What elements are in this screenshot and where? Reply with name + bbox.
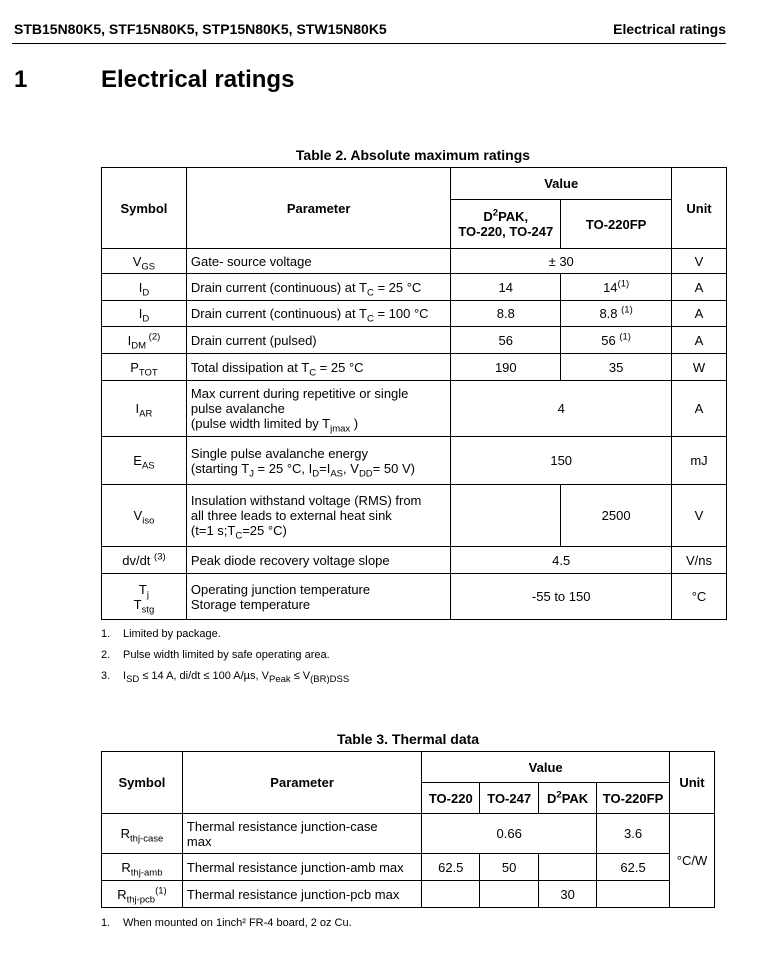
unit-cell: W (672, 354, 727, 381)
symbol-cell: dv/dt $^{(3)}$ (102, 547, 187, 574)
symbol-cell: $T_j$ $T_{stg}$ (102, 574, 187, 620)
symbol-cell: $R_{thj-case}$ (102, 814, 183, 854)
value-cell: 190 (451, 354, 561, 381)
value-cell: 14$^{(1)}$ (561, 274, 672, 301)
unit-cell: °C/W (669, 814, 714, 908)
value-cell-empty (451, 485, 561, 547)
parameter-cell: Peak diode recovery voltage slope (186, 547, 450, 574)
value-cell: 56 $^{(1)}$ (561, 327, 672, 354)
header-d2pak: $D^2PAK$ (539, 783, 597, 814)
unit-cell: V/ns (672, 547, 727, 574)
table-row-rthj-case (102, 814, 715, 854)
unit-cell: °C (672, 574, 727, 620)
table2-footnotes (101, 624, 349, 687)
value-cell-empty (480, 881, 539, 908)
footnote-3: 3. $I_{SD} \le 14$ A, di/dt ≤ 100 A/µs, $V_{Peak} \le V_{(BR)DSS}$ (101, 670, 350, 686)
parameter-cell: Single pulse avalanche energy (starting $T_J = 25$ °C, $I_D=I_{AS}$, $V_{DD}= 50$ V) (186, 437, 450, 485)
table-row-temperature (102, 574, 727, 620)
unit-cell: A (672, 381, 727, 437)
value-cell: 30 (539, 881, 597, 908)
parameter-cell: Insulation withstand voltage (RMS) from all three leads to external heat sink (t=1 $s;T_C=25$ °C) (186, 485, 450, 547)
running-header-section: Electrical ratings (613, 21, 726, 37)
table-row-idm (102, 327, 727, 354)
value-cell: 8.8 (451, 301, 561, 327)
table-row-rthj-pcb (102, 881, 715, 908)
value-cell: 50 (480, 854, 539, 881)
table-row-id-100c (102, 301, 727, 327)
value-cell: 150 (451, 437, 672, 485)
thermal-data-table (101, 751, 715, 908)
header-parameter: Parameter (186, 168, 450, 249)
table-row-id-25c (102, 274, 727, 301)
table-row-viso (102, 485, 727, 547)
value-cell-empty (597, 881, 670, 908)
table3-caption: Table 3. Thermal data (336, 731, 480, 747)
value-cell-empty (422, 881, 480, 908)
footnote-1: 1. Limited by package. (101, 628, 221, 640)
table-row-vgs (102, 249, 727, 274)
table-row-rthj-amb (102, 854, 715, 881)
table-row-eas (102, 437, 727, 485)
symbol-cell: $I_{DM}$ $^{(2)}$ (102, 327, 187, 354)
header-divider (12, 43, 726, 44)
symbol-cell: $I_D$ (102, 274, 187, 301)
parameter-cell: Thermal resistance junction-amb max (182, 854, 421, 881)
table-row-dvdt (102, 547, 727, 574)
header-symbol: Symbol (102, 168, 187, 249)
value-cell-empty (539, 854, 597, 881)
symbol-cell: $I_{AR}$ (102, 381, 187, 437)
table2-caption: Table 2. Absolute maximum ratings (295, 147, 531, 163)
footnote-2: 2. Pulse width limited by safe operating area. (101, 649, 330, 661)
table-row-ptot (102, 354, 727, 381)
unit-cell: A (672, 301, 727, 327)
value-cell: 3.6 (597, 814, 670, 854)
unit-cell: mJ (672, 437, 727, 485)
symbol-cell: $V_{GS}$ (102, 249, 187, 274)
header-to220fp: TO-220FP (597, 783, 670, 814)
symbol-cell: $P_{TOT}$ (102, 354, 187, 381)
parameter-cell: Max current during repetitive or single pulse avalanche (pulse width limited by $T_{jmax}$ ) (186, 381, 450, 437)
value-cell: 56 (451, 327, 561, 354)
value-cell: 2500 (561, 485, 672, 547)
section-number: 1 (14, 66, 28, 93)
value-cell: 8.8 $^{(1)}$ (561, 301, 672, 327)
table-row-iar (102, 381, 727, 437)
value-cell: 4 (451, 381, 672, 437)
value-cell: -55 to 150 (451, 574, 672, 620)
header-value: Value (451, 168, 672, 200)
value-cell: 4.5 (451, 547, 672, 574)
absolute-max-ratings-table (101, 167, 727, 620)
value-cell: 0.66 (422, 814, 597, 854)
value-cell: 14 (451, 274, 561, 301)
header-package-d2pak: $D^2PAK$, TO-220, TO-247 (451, 200, 561, 249)
value-cell: 62.5 (422, 854, 480, 881)
symbol-cell: $R_{thj-pcb}^{(1)}$ (102, 881, 183, 908)
parameter-cell: Drain current (pulsed) (186, 327, 450, 354)
unit-cell: A (672, 274, 727, 301)
parameter-cell: Drain current (continuous) at $T_C = 25$ °C (186, 274, 450, 301)
unit-cell: V (672, 249, 727, 274)
section-title: Electrical ratings (101, 66, 295, 93)
footnote-1: 1. When mounted on 1inch² FR-4 board, 2 oz Cu. (101, 917, 352, 929)
symbol-cell: $I_D$ (102, 301, 187, 327)
parameter-cell: Thermal resistance junction-pcb max (182, 881, 421, 908)
header-package-to220fp: TO-220FP (561, 200, 672, 249)
parameter-cell: Gate- source voltage (186, 249, 450, 274)
header-to247: TO-247 (480, 783, 539, 814)
symbol-cell: $R_{thj-amb}$ (102, 854, 183, 881)
header-unit: Unit (669, 752, 714, 814)
unit-cell: A (672, 327, 727, 354)
header-parameter: Parameter (182, 752, 421, 814)
parameter-cell: Total dissipation at $T_C = 25$ °C (186, 354, 450, 381)
parameter-cell: Thermal resistance junction-case max (182, 814, 421, 854)
parameter-cell: Operating junction temperature Storage temperature (186, 574, 450, 620)
table3-footnotes (101, 913, 352, 934)
value-cell: 35 (561, 354, 672, 381)
symbol-cell: $E_{AS}$ (102, 437, 187, 485)
parameter-cell: Drain current (continuous) at $T_C = 100$ °C (186, 301, 450, 327)
running-header-parts: STB15N80K5, STF15N80K5, STP15N80K5, STW15N80K5 (14, 21, 387, 37)
header-to220: TO-220 (422, 783, 480, 814)
header-symbol: Symbol (102, 752, 183, 814)
unit-cell: V (672, 485, 727, 547)
value-cell: 62.5 (597, 854, 670, 881)
symbol-cell: $V_{iso}$ (102, 485, 187, 547)
value-cell: ± 30 (451, 249, 672, 274)
header-unit: Unit (672, 168, 727, 249)
header-value: Value (422, 752, 670, 783)
